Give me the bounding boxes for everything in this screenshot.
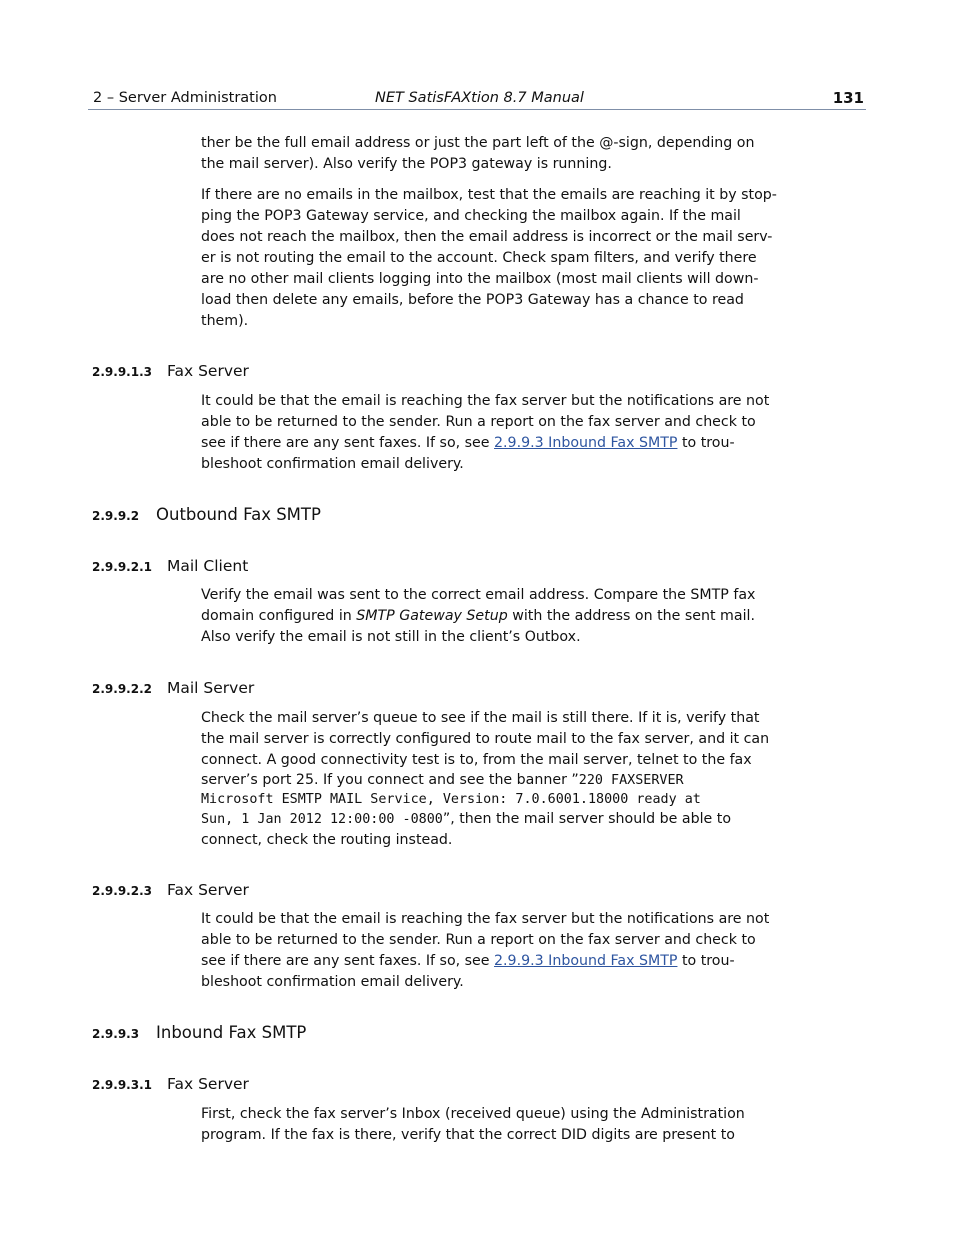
section-number: 2.9.9.1.3 [92, 365, 152, 379]
section-title: Outbound Fax SMTP [156, 505, 321, 524]
paragraph-fax-server-2: It could be that the email is reaching the fax server but the notifications are not able to be returned to the sender. Run a report on the fax server and check to see if there are any sent faxes. If so, see 2.9.9.3 Inbound Fax SMTP to trou- bleshoot confirmation email delivery. [201, 911, 770, 990]
section-number: 2.9.9.2.2 [92, 682, 152, 696]
section-heading-2-9-9-3-1 [92, 1074, 249, 1093]
paragraph-empty-mailbox: If there are no emails in the mailbox, test that the emails are reaching it by stop- ping the POP3 Gateway service, and checking the mailbox again. If the mail does not reach the mailbox, then the email address is incorrect or the mail serv- er is not routing the email to the account. Check spam filters, and verify there are no other mail clients logging into the mailbox (most mail clients will down- load then delete any emails, before the POP3 Gateway has a chance to read them). [201, 187, 777, 329]
paragraph-pop3-continued: ther be the full email address or just the part left of the @-sign, depending on the mail server). Also verify the POP3 gateway is running. [201, 135, 755, 172]
banner-code: 220 FAXSERVER [578, 773, 684, 788]
paragraph-mail-client: Verify the email was sent to the correct email address. Compare the SMTP fax domain configured in SMTP Gateway Setup with the address on the sent mail. Also verify the email is not still in the client’s Outbox. [201, 587, 756, 645]
section-number: 2.9.9.3 [92, 1027, 140, 1041]
section-heading-2-9-9-2 [92, 505, 321, 524]
paragraph-mail-server: Check the mail server’s queue to see if the mail is still there. If it is, verify that the mail server is correctly configured to route mail to the fax server, and it can connect. A good connectivity test is to, from the mail server, telnet to the fax server’s port 25. If you connect and see the banner ”220 FAXSERVER Microsoft ESMTP MAIL Service, Version: 7.0.6001.18000 ready at Sun, 1 Jan 2012 12:00:00 -0800”, then the mail server should be able to connect, check the routing instead. [201, 710, 770, 848]
smtp-gateway-setup-ref: SMTP Gateway Setup [356, 608, 508, 624]
section-heading-2-9-9-2-2 [92, 678, 254, 697]
paragraph-fax-server-1: It could be that the email is reaching the fax server but the notifications are not able to be returned to the sender. Run a report on the fax server and check to see if there are any sent faxes. If so, see 2.9.9.3 Inbound Fax SMTP to trou- bleshoot confirmation email delivery. [201, 393, 770, 472]
section-title: Fax Server [167, 362, 249, 380]
section-heading-2-9-9-2-1 [92, 556, 248, 575]
banner-code: Sun, 1 Jan 2012 12:00:00 -0800 [201, 812, 443, 827]
section-title: Fax Server [167, 881, 249, 899]
section-number: 2.9.9.2.1 [92, 560, 152, 574]
section-heading-2-9-9-1-3 [92, 361, 249, 380]
page-number: 131 [832, 89, 864, 107]
banner-code: Microsoft ESMTP MAIL Service, Version: 7.0.6001.18000 ready at [201, 792, 701, 807]
section-title: Mail Server [167, 679, 255, 697]
section-heading-2-9-9-3 [92, 1023, 306, 1042]
inbound-fax-smtp-link[interactable]: 2.9.9.3 Inbound Fax SMTP [494, 953, 678, 969]
page-header [88, 89, 866, 110]
section-number: 2.9.9.3.1 [92, 1078, 152, 1092]
section-number: 2.9.9.2 [92, 509, 140, 523]
section-title: Fax Server [167, 1075, 249, 1093]
manual-title: NET SatisFAXtion 8.7 Manual [375, 90, 584, 106]
paragraph-inbound-fax-server: First, check the fax server’s Inbox (received queue) using the Administration program. If the fax is there, verify that the correct DID digits are present to [201, 1106, 745, 1143]
section-title: Inbound Fax SMTP [156, 1023, 307, 1042]
section-title: Mail Client [167, 557, 249, 575]
section-number: 2.9.9.2.3 [92, 884, 152, 898]
chapter-title: 2 – Server Administration [93, 90, 277, 106]
inbound-fax-smtp-link[interactable]: 2.9.9.3 Inbound Fax SMTP [494, 435, 678, 451]
section-heading-2-9-9-2-3 [92, 880, 249, 899]
